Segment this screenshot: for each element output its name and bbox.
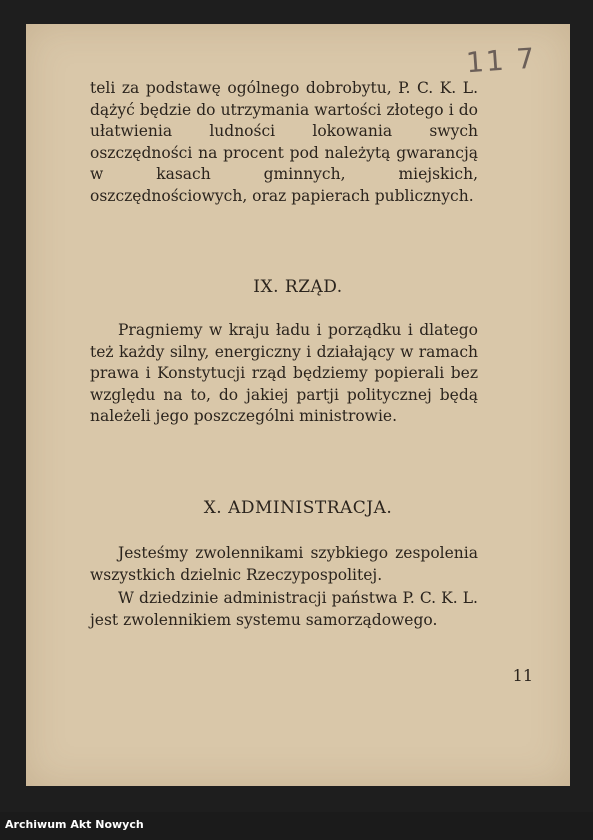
section-heading-administration: X. ADMINISTRACJA.: [203, 498, 393, 518]
archive-label: Archiwum Akt Nowych: [5, 818, 144, 831]
page-number: 11: [512, 666, 533, 685]
government-paragraph: Pragniemy w kraju ładu i porządku i dlatego też każdy silny, energiczny i działający w ramach prawa i Konstytucji rząd będziemy popierali bez względu na to, do jakiej partji politycznej będą należeli jego poszczególni ministrowie.: [90, 321, 478, 425]
section-heading-government: IX. RZĄD.: [253, 277, 343, 297]
handwritten-folio-number: 11 7: [464, 41, 538, 80]
intro-paragraph: teli za podstawę ogólnego dobrobytu, P. C. K. L. dążyć będzie do utrzymania wartości złotego i do ułatwienia ludności lokowania swych oszczędności na procent pod należytą gwarancją w kasach gminnych, miejskich, oszczędnościowych, oraz papierach publicznych.: [90, 79, 478, 205]
archive-footer: [0, 812, 593, 840]
administration-paragraph-2: W dziedzinie administracji państwa P. C. K. L. jest zwolennikiem systemu samorządowego.: [90, 589, 478, 629]
administration-paragraph-1: Jesteśmy zwolennikami szybkiego zespolenia wszystkich dzielnic Rzeczypospolitej.: [90, 544, 478, 584]
